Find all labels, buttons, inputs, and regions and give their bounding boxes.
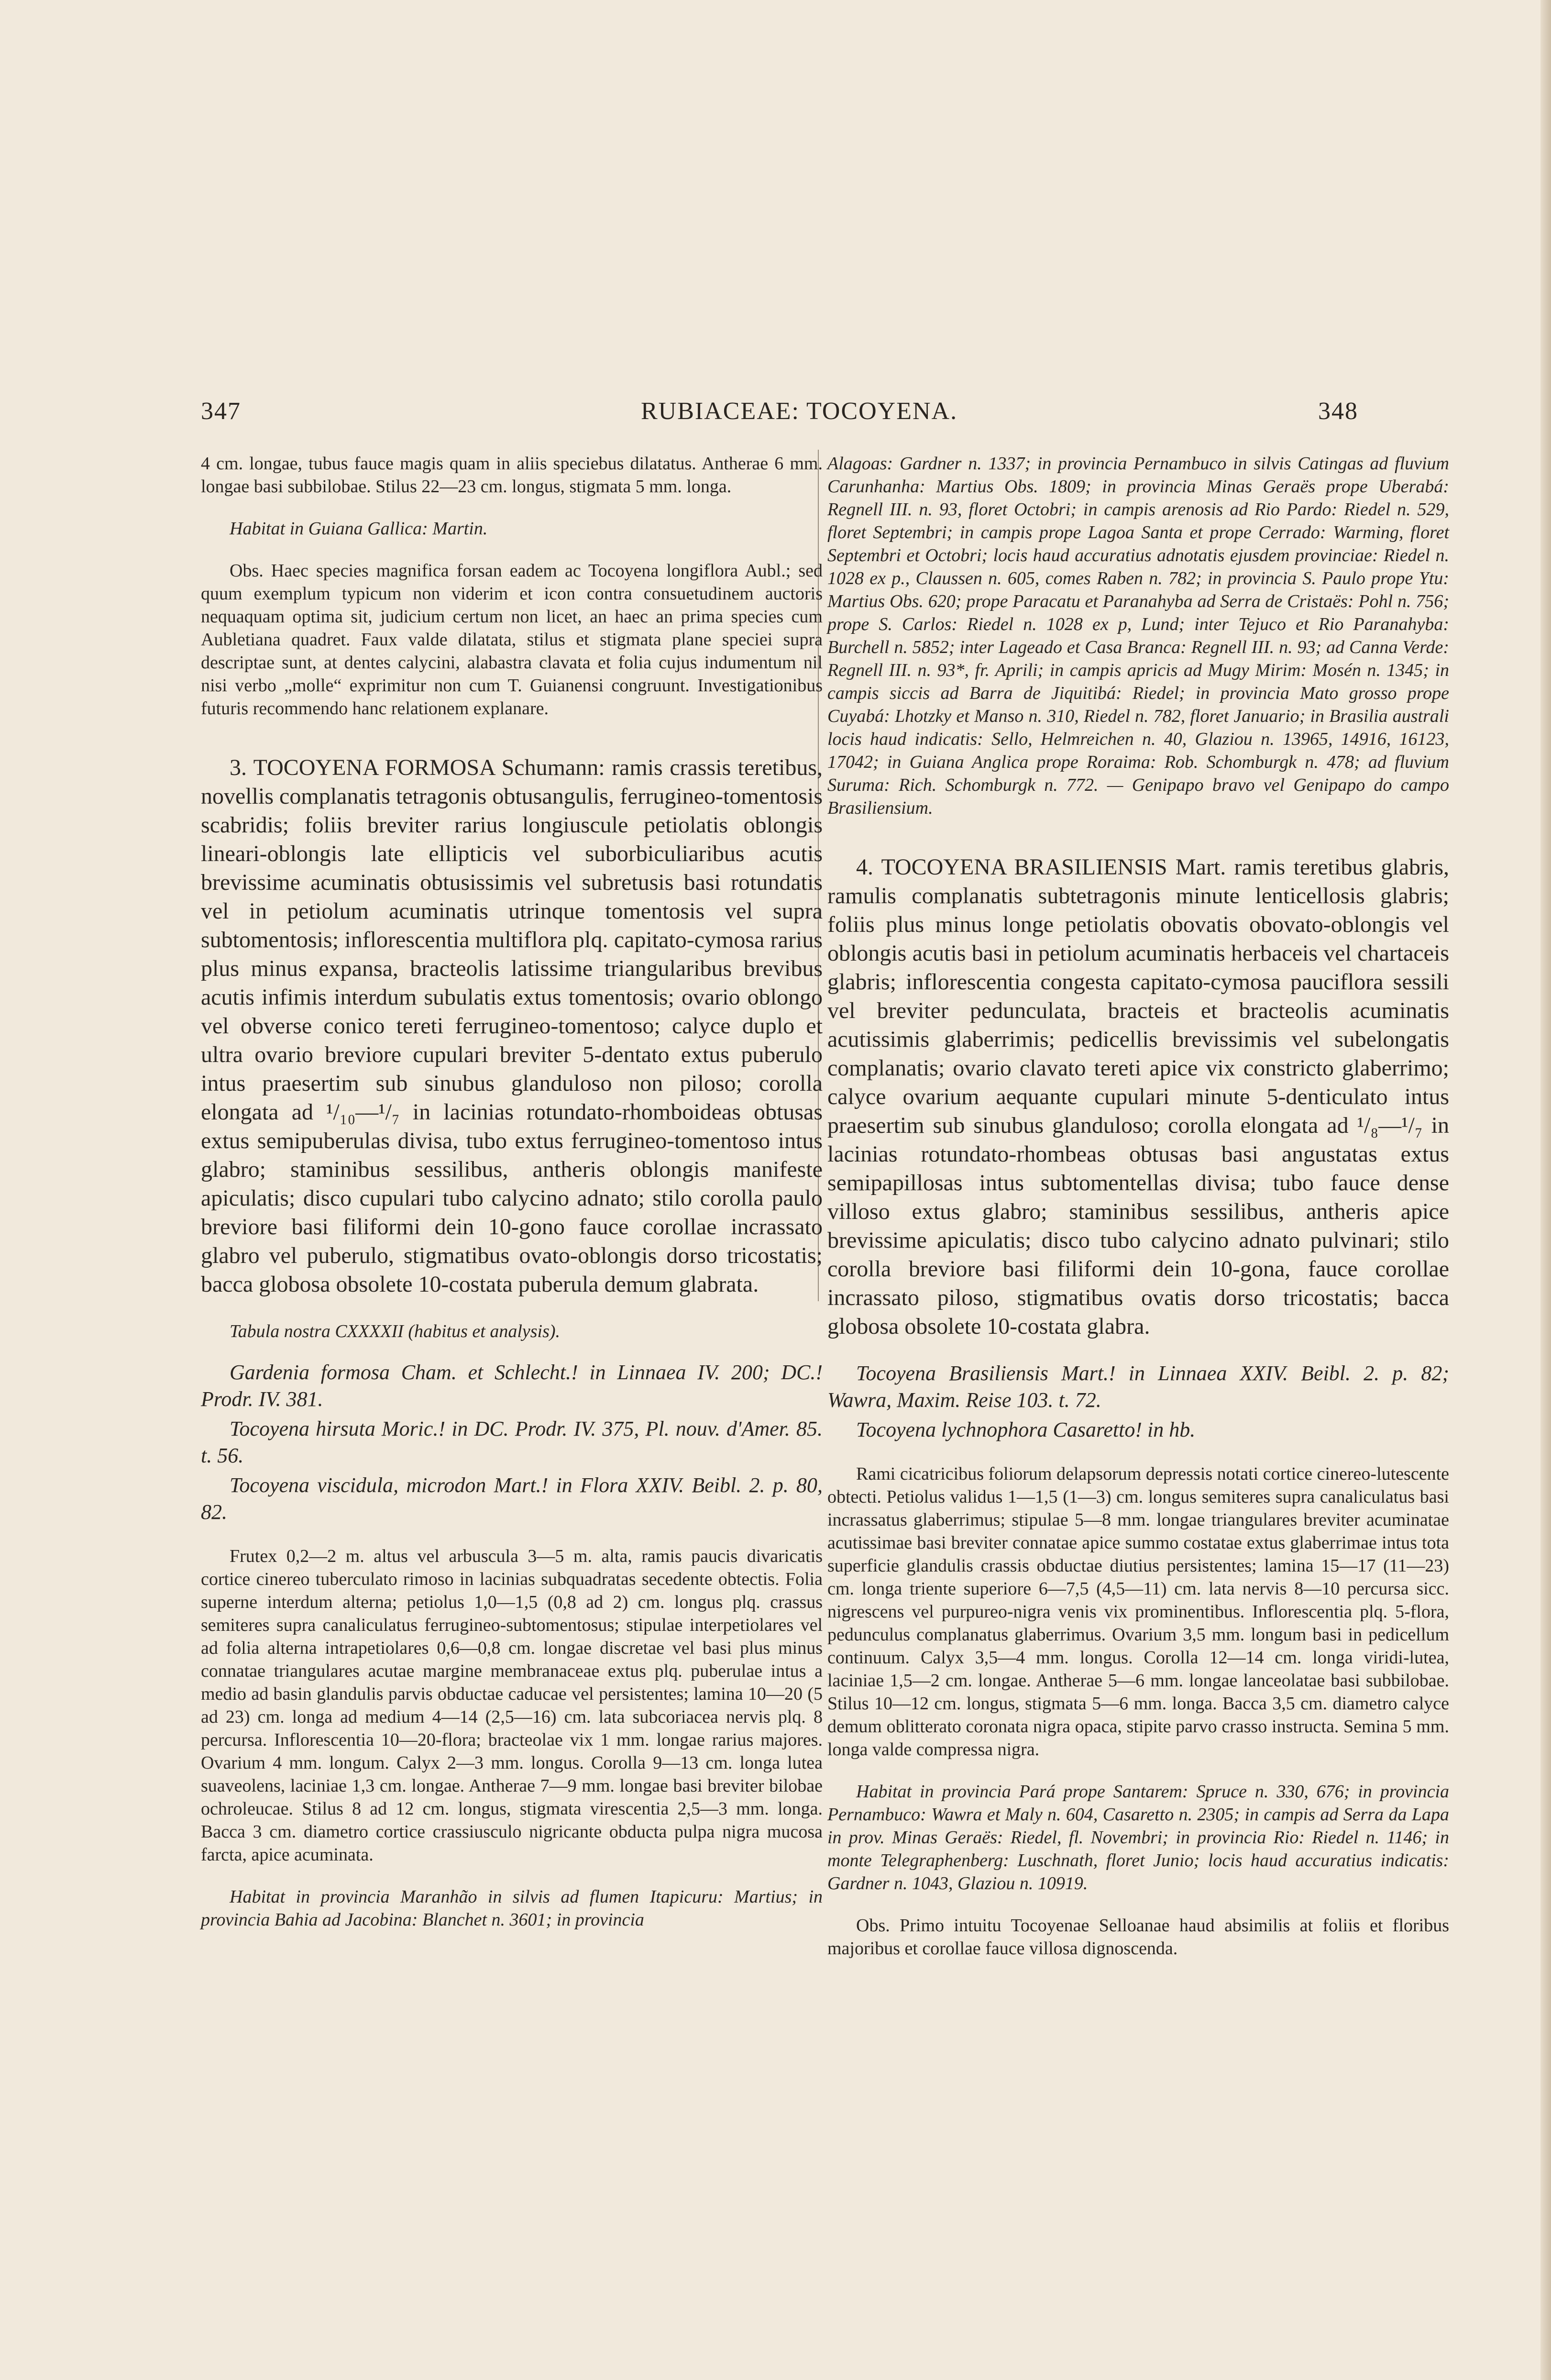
morphology-paragraph: Rami cicatricibus foliorum delapsorum depressis notati cortice cinereo-lutescente obtecti. Petiolus validus 1—1,5 (1—3) cm. longus semiteres supra canaliculatus basi incrassatus glaberrimus; stipulae 5—8 mm. longae triangulares breviter acuminatae acutissimae basi breviter connatae apice summo costatae extus glaberrimae intus tota superficie glandulis crassis obductae diutius persistentes; lamina 15—17 (11—23) cm. longa triente superiore 6—7,5 (4,5—11) cm. lata nervis 8—10 percursa sicc. nigrescens vel purpureo-nigra venis vix prominentibus. Inflorescentia plq. 5-flora, pedunculus complanatus glaberrimus. Ovarium 3,5 mm. longum basi in pedicellum continuum. Calyx 3,5—4 mm. longus. Corolla 12—14 cm. longa viridi-lutea, laciniae 1,5—2 cm. longae. Antherae 5—6 mm. longae lanceolatae basi subbilobae. Stilus 10—12 cm. longus, stigmata 5—6 mm. longa. Bacca 3,5 cm. diametro calyce demum oblitterato coronata nigra opaca, stipite parvo crasso instructa. Semina 5 mm. longa valde compressa nigra.	[827, 1464, 1449, 1760]
synonym-entry: Tocoyena Brasiliensis Mart.! in Linnaea XXIV. Beibl. 2. p. 82; Wawra, Maxim. Reise 103. t. 72.	[827, 1362, 1449, 1412]
locality-paragraph: Alagoas: Gardner n. 1337; in provincia Pernambuco in silvis Catingas ad fluvium Carunhanha: Martius Obs. 1809; in provincia Minas Geraës prope Uberabá: Regnell III. n. 93, floret Octobri; in campis arenosis ad Rio Pardo: Riedel n. 529, floret Septembri; in campis prope Lagoa Santa et prope Cerrado: Warming, floret Septembri et Octobri; locis haud accuratius adnotatis ejusdem provinciae: Riedel n. 1028 ex p., Claussen n. 605, comes Raben n. 782; in provincia S. Paulo prope Ytu: Martius Obs. 620; prope Paracatu et Paranahyba ad Serra de Cristaës: Pohl n. 756; prope S. Carlos: Riedel n. 1028 ex p, Lund; inter Tejuco et Rio Paranahyba: Burchell n. 5852; inter Lageado et Casa Branca: Regnell III. n. 93; ad Canna Verde: Regnell III. n. 93*, fr. Aprili; in campis apricis ad Mugy Mirim: Mosén n. 1345; in campis siccis ad Barra de Jiquitibá: Riedel; in provincia Mato grosso prope Cuyabá: Lhotzky et Manso n. 310, Riedel n. 782, floret Januario; in Brasilia australi locis haud indicatis: Sello, Helmreichen n. 40, Glaziou n. 13965, 14916, 16123, 17042; in Guiana Anglica prope Roraima: Rob. Schomburgk n. 478; ad fluvium Suruma: Rich. Schomburgk n. 772. — Genipapo bravo vel Genipapo do campo Brasiliensium.	[827, 454, 1449, 818]
species-description: 3. TOCOYENA FORMOSA Schumann: ramis crassis teretibus, novellis complanatis tetragonis obtusangulis, ferrugineo-tomentosis scabridis; foliis breviter rarius longiuscule petiolatis oblongis lineari-oblongis late ellipticis vel suborbiculiaribus acutis brevissime acuminatis obtusissimis vel subretusis basi rotundatis vel in petiolum acuminatis utrinque tomentosis vel supra subtomentosis; inflorescentia multiflora plq. capitato-cymosa rarius plus minus expansa, bracteolis latissime triangularibus brevibus acutis infimis interdum subulatis extus tomentosis; ovario oblongo vel obverse conico tereti ferrugineo-tomentoso; calyce duplo et ultra ovario breviore cupulari breviter 5-dentato extus puberulo intus praesertim sub sinubus glanduloso non piloso; corolla elongata ad ¹/₁₀—¹/₇ in lacinias rotundato-rhomboideas obtusas extus semipuberulas divisa, tubo extus ferrugineo-tomentoso intus glabro; staminibus sessilibus, antheris oblongis manifeste apiculatis; disco cupulari tubo calycino adnato; stilo corolla paulo breviore basi filiformi dein 10-gono fauce corollae incrassato glabro vel puberulo, stigmatibus ovato-oblongis dorso tricostatis; bacca globosa obsolete 10-costata puberula demum glabrata.	[201, 755, 823, 1297]
synonym-entry: Tocoyena viscidula, microdon Mart.! in Flora XXIV. Beibl. 2. p. 80, 82.	[201, 1473, 823, 1524]
observation-paragraph: Obs. Haec species magnifica forsan eadem ac Tocoyena longiflora Aubl.; sed quum exemplum typicum non viderim et icon contra consuetudinem auctoris nequaquam optima sit, judicium certum non licet, an haec an prima species cum Aubletiana quadret. Faux valde dilatata, stilus et stigmata plane speciei supra descriptae sunt, at dentes calycini, alabastra clavata et folia cujus indumentum nil nisi verbo „molle“ exprimitur non cum T. Guianensi congruunt. Investigationibus futuris recommendo hanc relationem explanare.	[201, 561, 823, 719]
habitat-paragraph: Habitat in provincia Maranhão in silvis ad flumen Itapicuru: Martius; in provincia Bahia ad Jacobina: Blanchet n. 3601; in provincia	[201, 1887, 823, 1930]
left-column	[201, 452, 823, 1931]
page-edge	[1540, 0, 1551, 2380]
habitat-paragraph: Habitat in provincia Pará prope Santarem: Spruce n. 330, 676; in provincia Pernambuco: Wawra et Maly n. 604, Casaretto n. 2305; in campis ad Serra da Lapa in prov. Minas Geraës: Riedel, fl. Novembri; in provincia Rio: Riedel n. 1146; in monte Telegraphenberg: Luschnath, floret Junio; locis haud accuratius indicatis: Gardner n. 1043, Glaziou n. 10919.	[827, 1782, 1449, 1893]
synonym-list	[201, 1359, 823, 1526]
observation-paragraph: Obs. Primo intuitu Tocoyenae Selloanae haud absimilis at foliis et floribus majoribus et corollae fauce villosa dignoscenda.	[827, 1915, 1449, 1959]
running-title: RUBIACEAE: TOCOYENA.	[641, 398, 958, 425]
plate-reference: Tabula nostra CXXXXII (habitus et analysis).	[230, 1321, 561, 1341]
synonym-entry: Tocoyena hirsuta Moric.! in DC. Prodr. IV. 375, Pl. nouv. d'Amer. 85. t. 56.	[201, 1417, 823, 1467]
synonym-entry: Tocoyena lychnophora Casaretto! in hb.	[856, 1418, 1196, 1441]
continued-description: 4 cm. longae, tubus fauce magis quam in aliis speciebus dilatatus. Antherae 6 mm. longae basi subbilobae. Stilus 22—23 cm. longus, stigmata 5 mm. longa.	[201, 454, 823, 497]
synonym-list	[827, 1360, 1449, 1443]
morphology-paragraph: Frutex 0,2—2 m. altus vel arbuscula 3—5 m. alta, ramis paucis divaricatis cortice cinereo tuberculato rimoso in lacinias subquadratas secedente obtectis. Folia superne interdum alterna; petiolus 1,0—1,5 (0,8 ad 2) cm. longus plq. crassus semiteres supra canaliculatus ferrugineo-subtomentosus; stipulae interpetiolares vel ad folia alterna intrapetiolares 0,6—0,8 cm. longae discretae vel basi plus minus connatae triangulares acutae margine membranaceae extus plq. puberulae intus a medio ad basin glandulis parvis obductae caducae vel persistentes; lamina 10—20 (5 ad 23) cm. longa ad medium 4—14 (2,5—16) cm. lata subcoriacea nervis plq. 8 percursa. Inflorescentia 10—20-flora; bracteolae vix 1 mm. longae rarius majores. Ovarium 4 mm. longum. Calyx 2—3 mm. longus. Corolla 9—13 cm. longa lutea suaveolens, laciniae 1,3 cm. longae. Antherae 7—9 mm. longae basi breviter bilobae ochroleucae. Stilus 8 ad 12 cm. longus, stigmata virescentia 2,5—3 mm. longa. Bacca 3 cm. diametro cortice crassiusculo nigricante obducta pulpa nigra mucosa farcta, apice acuminata.	[201, 1546, 823, 1865]
species-description: 4. TOCOYENA BRASILIENSIS Mart. ramis teretibus glabris, ramulis complanatis subtetragonis minute lenticellosis glabris; foliis plus minus longe petiolatis obovatis obovato-oblongis vel oblongis acutis basi in petiolum acuminatis herbaceis vel chartaceis glabris; inflorescentia congesta capitato-cymosa pauciflora sessili vel breviter pedunculata, bracteis et bracteolis acuminatis acutissimis glaberrimis; pedicellis brevissimis vel subelongatis complanatis; ovario clavato tereti apice vix constricto glaberrimo; calyce ovarium aequante cupulari minute 5-denticulato intus praesertim sub sinubus glanduloso; corolla elongata ad ¹/₈—¹/₇ in lacinias rotundato-rhombeas obtusas basi angustatas extus semipapillosas intus subtomentellas divisa; tubo fauce dense villoso extus glabro; staminibus sessilibus, antheris apice brevissime apiculatis; disco tubo calycino adnato pulvinari; stilo corolla breviore basi filiformi dein 10-gona, fauce corollae incrassato piloso, stigmatibus ovatis dorso tricostatis; bacca globosa obsolete 10-costata glabra.	[827, 854, 1449, 1339]
synonym-entry: Gardenia formosa Cham. et Schlecht.! in Linnaea IV. 200; DC.! Prodr. IV. 381.	[201, 1361, 823, 1411]
right-column	[827, 452, 1449, 1960]
page-number-left: 347	[201, 398, 241, 425]
page-number-right: 348	[1318, 398, 1358, 425]
running-header	[201, 397, 1358, 440]
habitat-paragraph: Habitat in Guiana Gallica: Martin.	[230, 519, 488, 539]
